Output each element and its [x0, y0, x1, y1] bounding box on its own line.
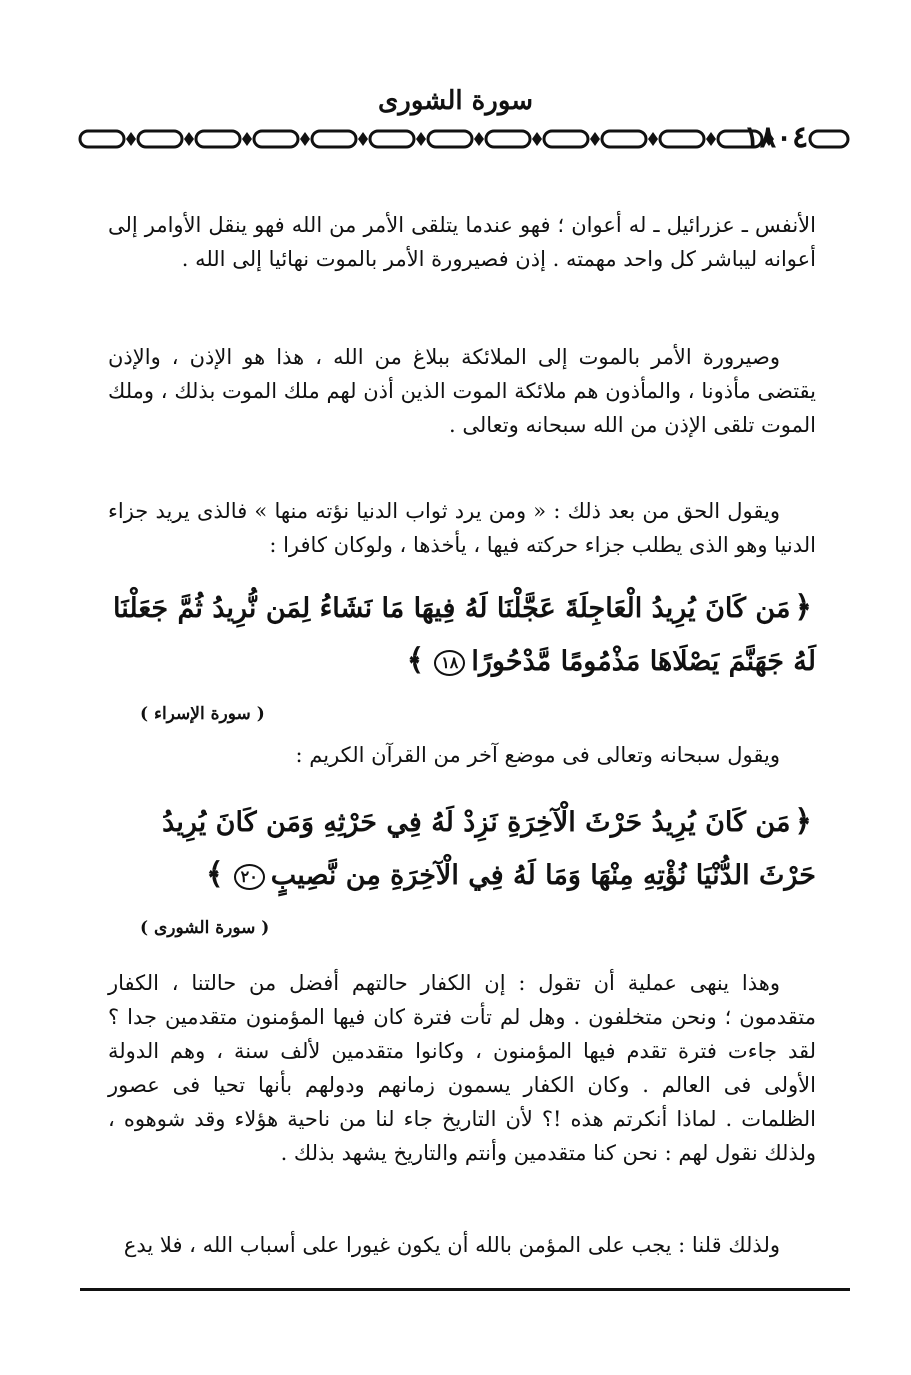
ayah-number-badge: ٢٠ [234, 864, 265, 890]
verse-text: مَن كَانَ يُرِيدُ حَرْثَ الْآخِرَةِ نَزِدْ لَهُ فِي حَرْثِهِ وَمَن كَانَ يُرِيدُ حَرْثَ الدُّنْيَا نُؤْتِهِ مِنْهَا وَمَا لَهُ فِي الْآخِرَةِ مِن نَّصِيبٍ [162, 807, 816, 891]
footer-rule [80, 1288, 850, 1291]
verse-open-bracket: ﴿ [794, 804, 812, 839]
quran-verse-2 [100, 796, 816, 902]
paragraph-2 [108, 340, 816, 442]
page-number: ١٨٠٤ [743, 120, 809, 155]
paragraph-text: وهذا ينهى عملية أن تقول : إن الكفار حالتهم أفضل من حالتنا ، الكفار متقدمون ؛ ونحن متخلفون . وهل لم تأت فترة كان فيها المؤمنون متقدمين جدا ؟ لقد جاءت فترة تقدم فيها المؤمنون ، وكانوا متقدمين لألف سنة ، وهم الدولة الأولى فى العالم . وكان الكفار يسمون زمانهم ودولهم بأنها تحيا فى عصور الظلمات . لماذا أنكرتم هذه !؟ لأن التاريخ جاء لنا من ناحية هؤلاء وقد شوهوه ، ولذلك نقول لهم : نحن كنا متقدمين وأنتم والتاريخ يشهد بذلك . [108, 971, 816, 1165]
header-ornament-end [808, 126, 850, 152]
paragraph-text: الأنفس ـ عزرائيل ـ له أعوان ؛ فهو عندما يتلقى الأمر من الله فهو ينقل الأوامر إلى أعوانه ليباشر كل واحد مهمته . إذن فصيرورة الأمر بالموت نهائيا إلى الله . [108, 213, 816, 271]
paragraph-text: ويقول الحق من بعد ذلك : « ومن يرد ثواب الدنيا نؤته منها » فالذى يريد جزاء الدنيا وهو الذى يطلب جزاء حركته فيها ، يأخذها ، ولوكان كافرا : [108, 499, 816, 557]
surah-title: سورة الشورى [377, 86, 534, 116]
verse-close-bracket: ﴾ [406, 643, 425, 678]
paragraph-5 [108, 966, 816, 1170]
verse-source-1: ( سورة الإسراء ) [140, 704, 265, 724]
verse-close-bracket: ﴾ [206, 857, 224, 892]
paragraph-text: ويقول سبحانه وتعالى فى موضع آخر من القرآن الكريم : [295, 743, 780, 767]
verse-text: مَن كَانَ يُرِيدُ الْعَاجِلَةَ عَجَّلْنَا لَهُ فِيهَا مَا نَشَاءُ لِمَن نُّرِيدُ ثُمَّ جَعَلْنَا لَهُ جَهَنَّمَ يَصْلَاهَا مَذْمُومًا مَّدْحُورًا [113, 593, 816, 677]
verse-open-bracket: ﴿ [794, 590, 812, 625]
paragraph-6 [108, 1228, 816, 1262]
paragraph-text: وصيرورة الأمر بالموت إلى الملائكة ببلاغ من الله ، هذا هو الإذن ، والإذن يقتضى مأذونا ، والمأذون هم ملائكة الموت الذين أذن لهم ملك الموت بذلك ، وملك الموت تلقى الإذن من الله سبحانه وتعالى . [108, 345, 816, 437]
ayah-number-badge: ١٨ [434, 650, 465, 676]
quran-verse-1 [100, 582, 816, 688]
paragraph-1 [108, 208, 816, 276]
paragraph-3 [108, 494, 816, 562]
paragraph-4 [108, 738, 816, 772]
paragraph-text: ولذلك قلنا : يجب على المؤمن بالله أن يكون غيورا على أسباب الله ، فلا يدع [123, 1233, 780, 1257]
header-ornament [78, 126, 788, 152]
verse-source-2: ( سورة الشورى ) [140, 918, 270, 938]
